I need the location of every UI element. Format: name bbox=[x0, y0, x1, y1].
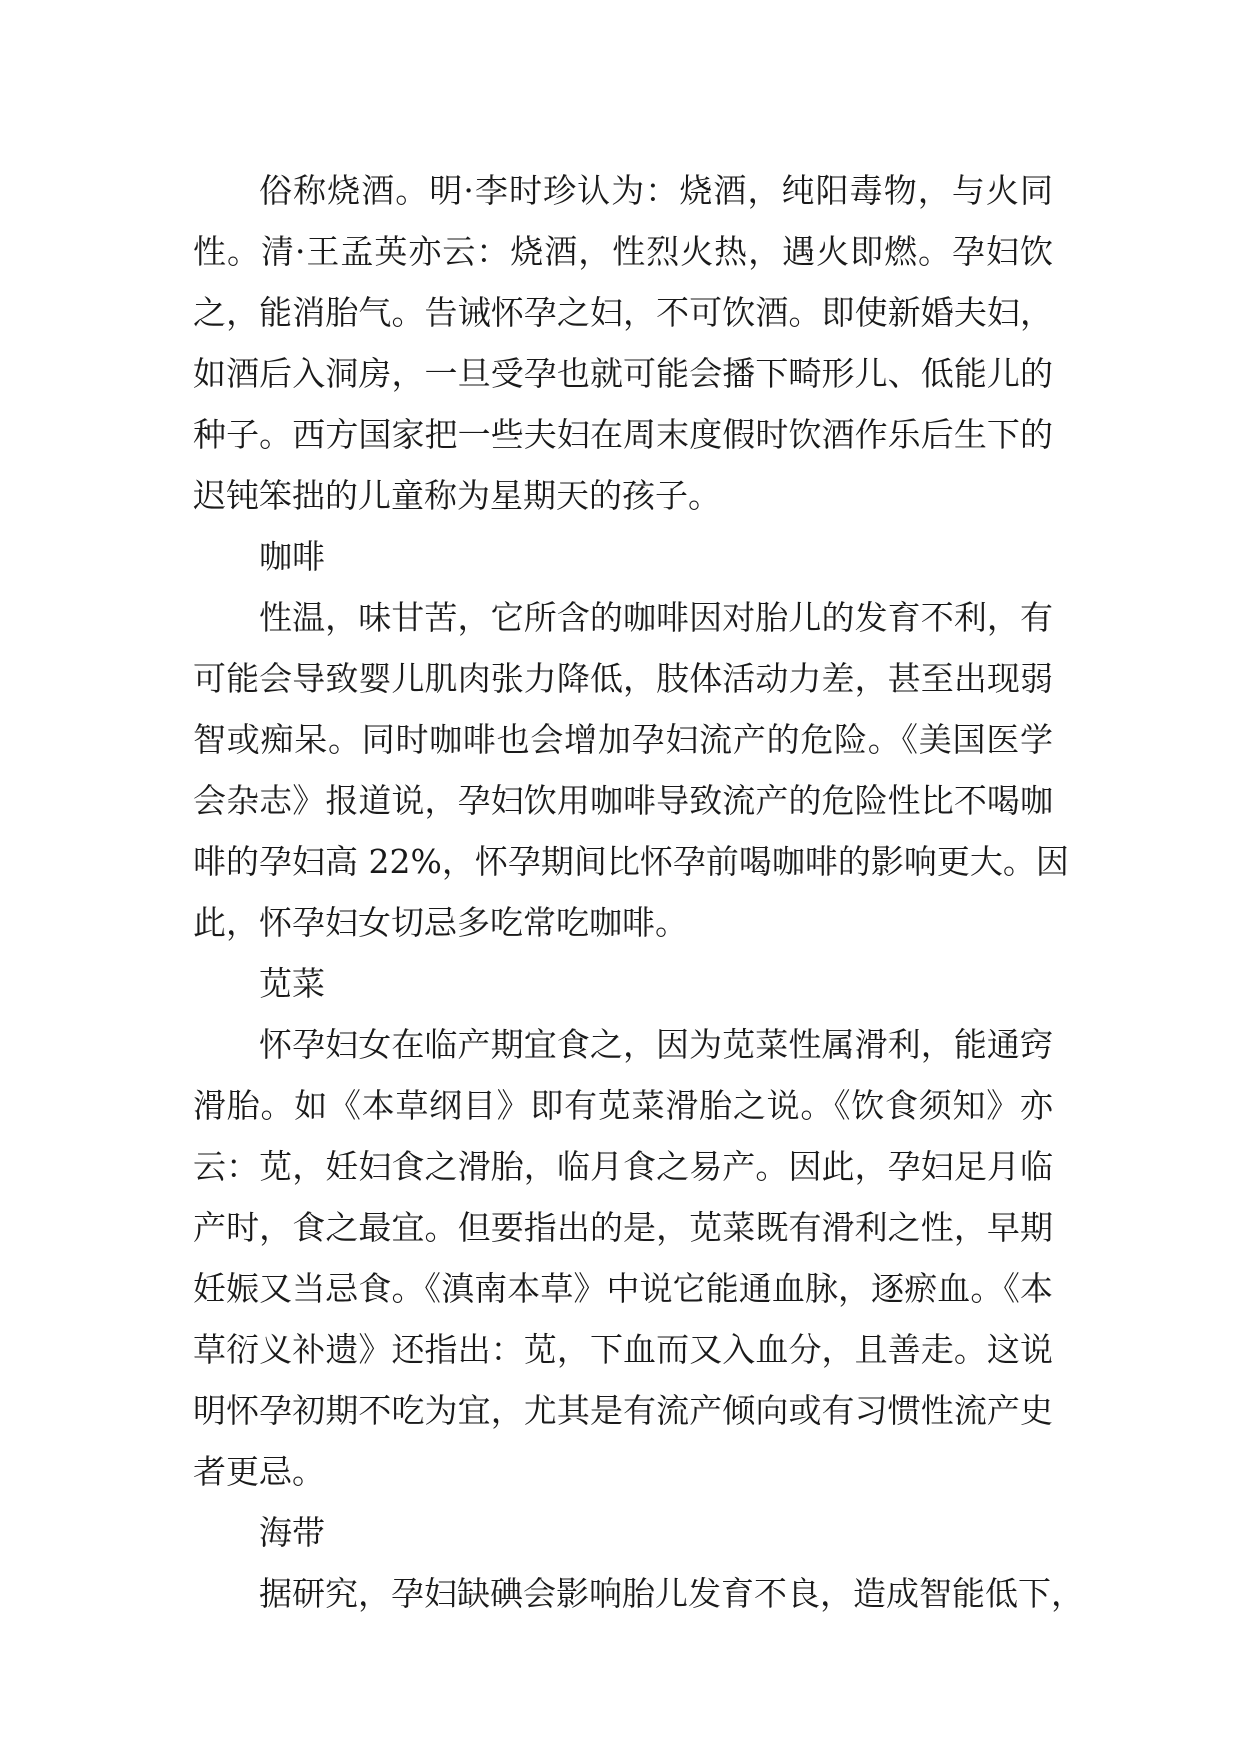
text-line: 云：苋，妊妇食之滑胎，临月食之易产。因此，孕妇足月临 bbox=[193, 1147, 1053, 1186]
text-line: 性温，味甘苦，它所含的咖啡因对胎儿的发育不利，有 bbox=[259, 598, 1053, 637]
text-line: 会杂志》报道说，孕妇饮用咖啡导致流产的危险性比不喝咖 bbox=[193, 781, 1053, 820]
section-heading-coffee: 咖啡 bbox=[259, 537, 325, 576]
text-line: 此，怀孕妇女切忌多吃常吃咖啡。 bbox=[193, 903, 688, 942]
text-line: 种子。西方国家把一些夫妇在周末度假时饮酒作乐后生下的 bbox=[193, 415, 1053, 454]
text-line: 妊娠又当忌食。《滇南本草》中说它能通血脉，逐瘀血。《本 bbox=[193, 1269, 1053, 1308]
text-line: 俗称烧酒。明·李时珍认为：烧酒，纯阳毒物，与火同 bbox=[259, 171, 1053, 210]
text-line: 明怀孕初期不吃为宜，尤其是有流产倾向或有习惯性流产史 bbox=[193, 1391, 1053, 1430]
text-line: 者更忌。 bbox=[193, 1452, 325, 1491]
text-line: 如酒后入洞房，一旦受孕也就可能会播下畸形儿、低能儿的 bbox=[193, 354, 1053, 393]
text-line: 性。清·王孟英亦云：烧酒，性烈火热，遇火即燃。孕妇饮 bbox=[193, 232, 1053, 271]
text-line: 啡的孕妇高 22%，怀孕期间比怀孕前喝咖啡的影响更大。因 bbox=[193, 842, 1069, 881]
text-line: 之，能消胎气。告诫怀孕之妇，不可饮酒。即使新婚夫妇， bbox=[193, 293, 1053, 332]
text-line: 可能会导致婴儿肌肉张力降低，肢体活动力差，甚至出现弱 bbox=[193, 659, 1053, 698]
text-line: 滑胎。如《本草纲目》即有苋菜滑胎之说。《饮食须知》亦 bbox=[193, 1086, 1053, 1125]
text-line: 怀孕妇女在临产期宜食之，因为苋菜性属滑利，能通窍 bbox=[259, 1025, 1053, 1064]
text-line: 据研究，孕妇缺碘会影响胎儿发育不良，造成智能低下， bbox=[259, 1574, 1084, 1613]
text-line: 智或痴呆。同时咖啡也会增加孕妇流产的危险。《美国医学 bbox=[193, 720, 1053, 759]
text-line: 草衍义补遗》还指出：苋，下血而又入血分，且善走。这说 bbox=[193, 1330, 1053, 1369]
text-line: 迟钝笨拙的儿童称为星期天的孩子。 bbox=[193, 476, 721, 515]
section-heading-kelp: 海带 bbox=[259, 1513, 325, 1552]
section-heading-amaranth: 苋菜 bbox=[259, 964, 325, 1003]
document-page bbox=[193, 160, 1084, 1624]
text-line: 产时，食之最宜。但要指出的是，苋菜既有滑利之性，早期 bbox=[193, 1208, 1053, 1247]
